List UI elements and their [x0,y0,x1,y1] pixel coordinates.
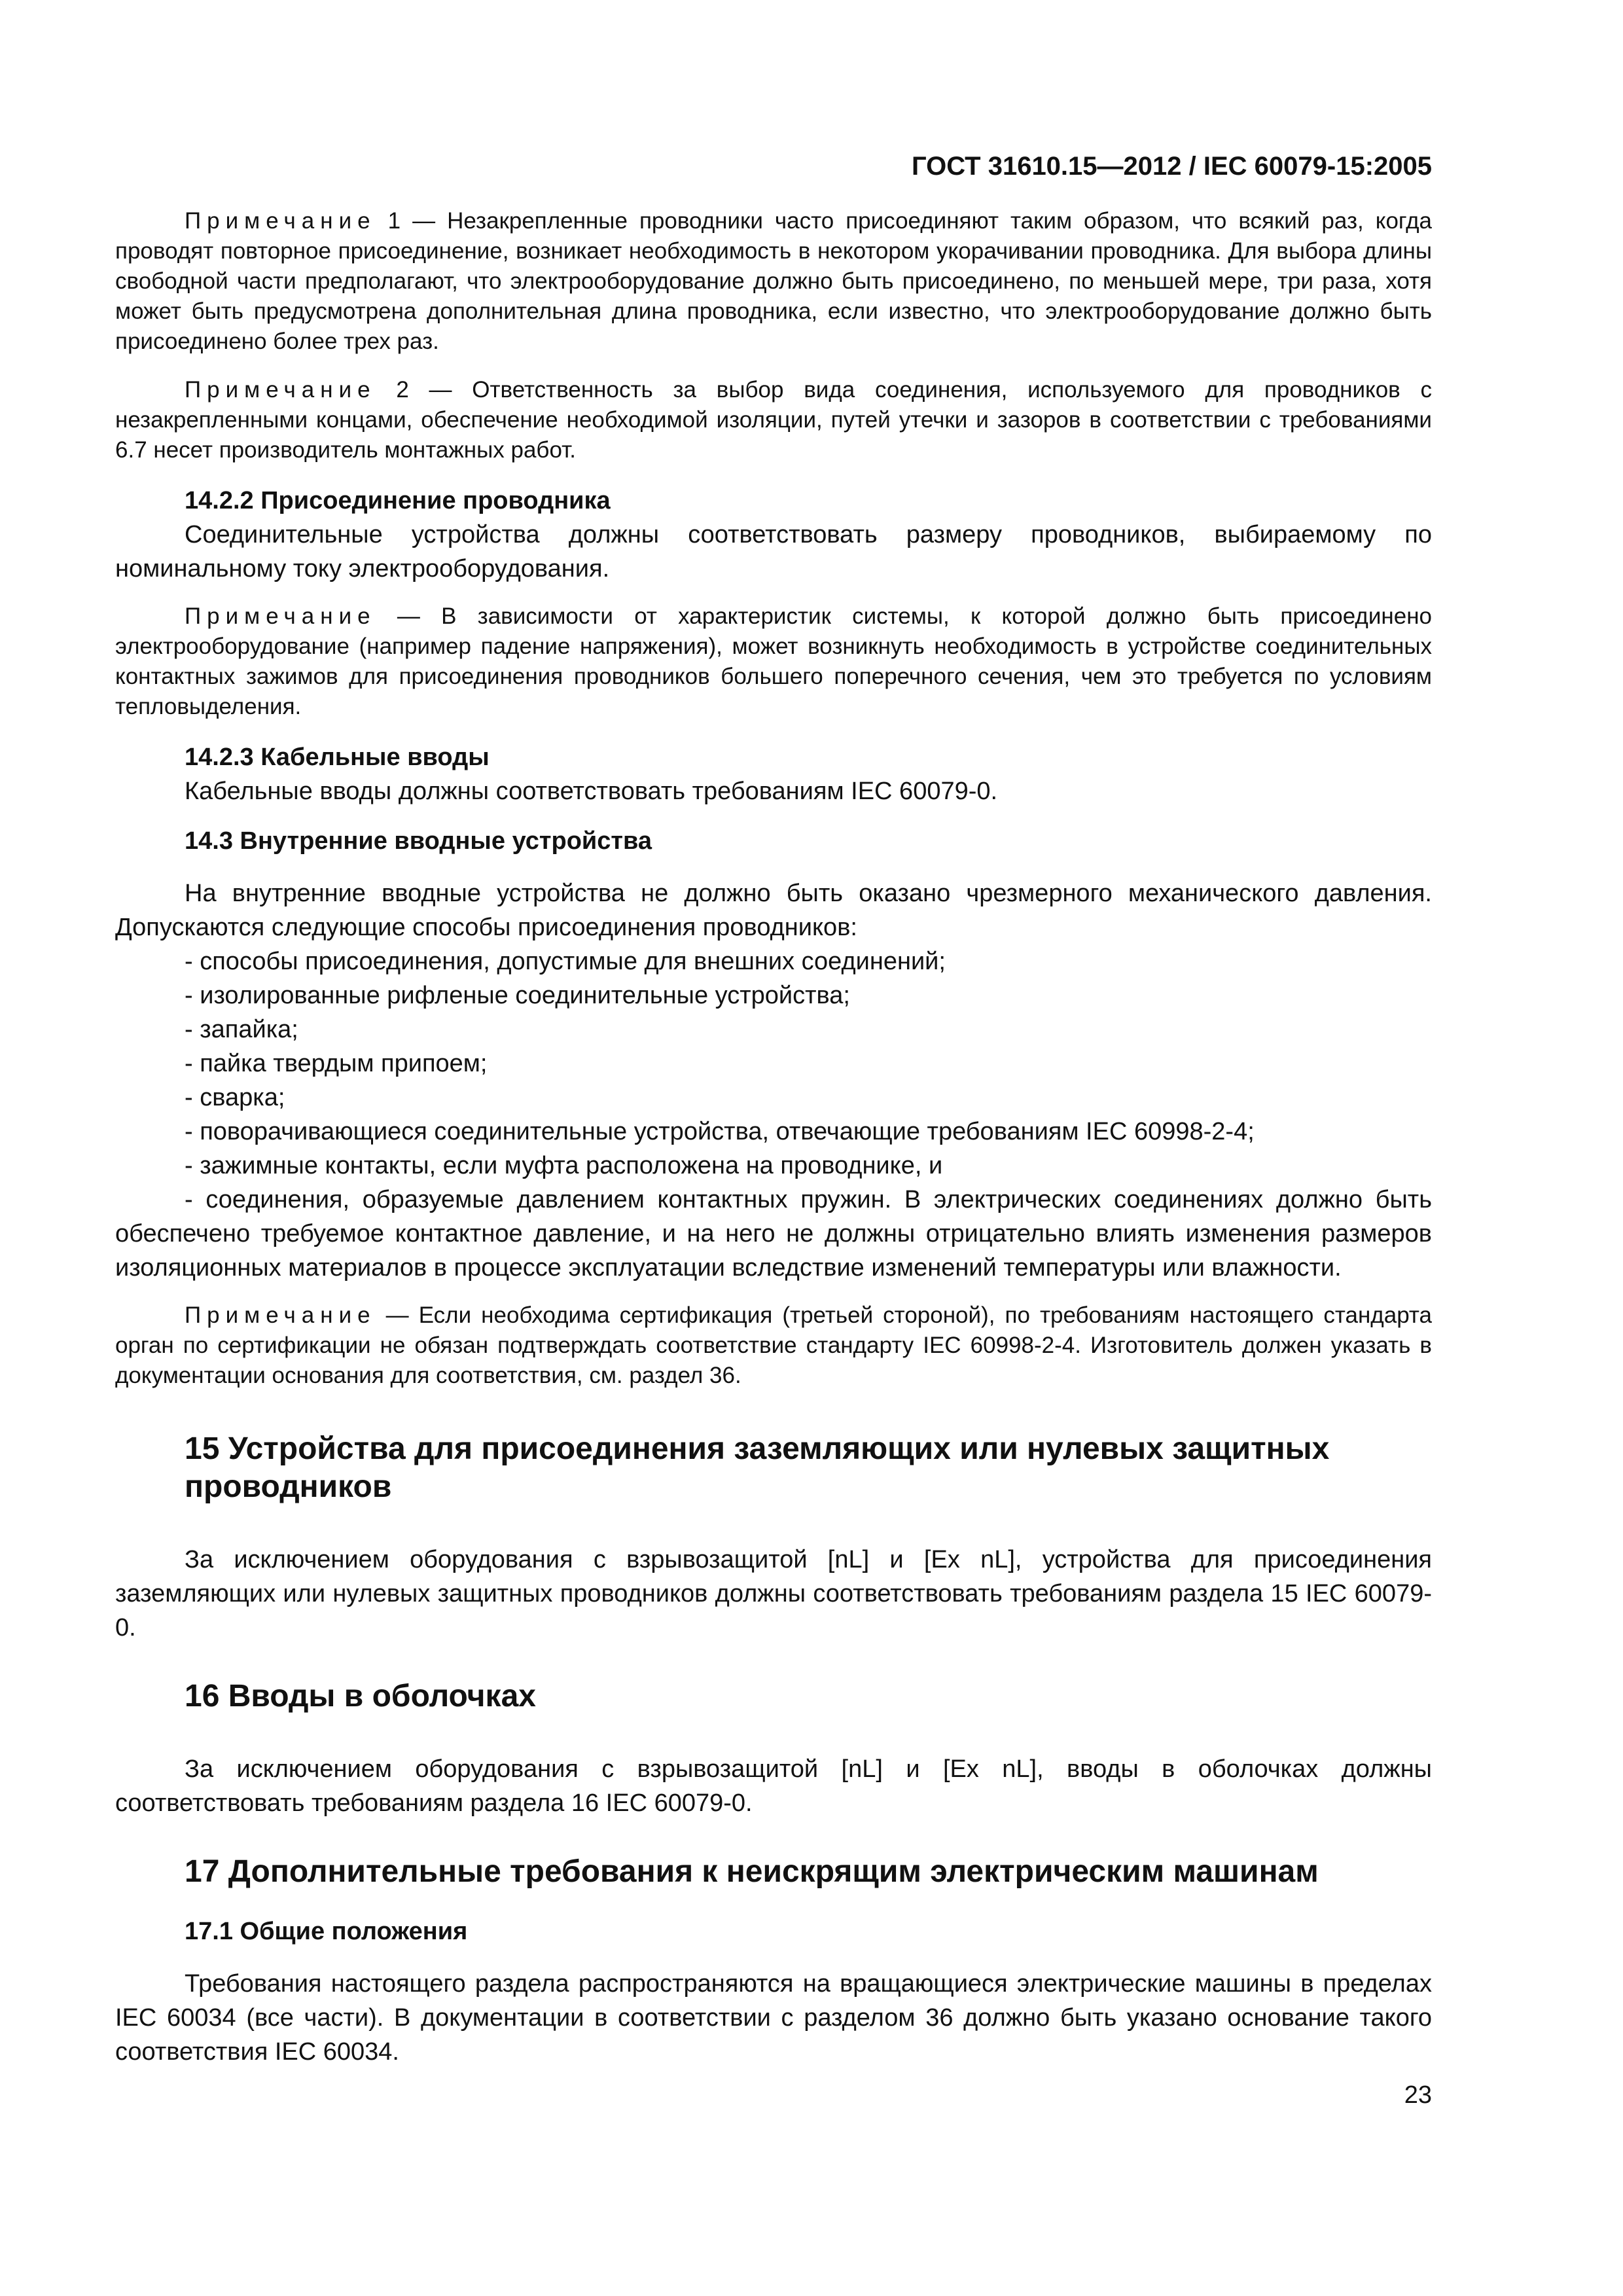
note-text: — В зависимости от характеристик системы, к которой должно быть присоединено электрооборудование (например падение напряжения), может возникнуть необходимость в устройстве соединительных контактных зажимов для присоединения проводников большего поперечного сечения, чем это требуется по условиям тепловыделения. [115,603,1432,719]
paragraph-17-1: Требования настоящего раздела распространяются на вращающиеся электрические машины в пределах IEC 60034 (все части). В документации в соответствии с разделом 36 должно быть указано основание такого соответствия IEC 60034. [115,1970,1432,2066]
document-header: ГОСТ 31610.15—2012 / IEC 60079-15:2005 [912,152,1432,181]
note-label: Примечание [185,377,376,403]
note-2 [115,375,1432,465]
page-body [115,141,1432,2085]
heading-14-3: 14.3 Внутренние вводные устройства [185,827,652,855]
heading-14-2-3: 14.2.3 Кабельные вводы [185,744,490,771]
list-item: - изолированные рифленые соединительные устройства; [185,982,850,1009]
section-17-heading: 17 Дополнительные требования к неискрящим электрическим машинам [185,1854,1319,1889]
note-text: — Если необходима сертификация (третьей стороной), по требованиям настоящего стандарта орган по сертификации не обязан подтверждать соответствие стандарту IEC 60998-2-4. Изготовитель должен указать в документации основания для соответствия, см. раздел 36. [115,1302,1432,1388]
list-item: - сварка; [185,1084,285,1111]
list-item: - зажимные контакты, если муфта расположена на проводнике, и [185,1152,943,1179]
section-16-heading: 16 Вводы в оболочках [185,1679,536,1713]
list-item: - способы присоединения, допустимые для внешних соединений; [185,948,946,975]
list-item: - запайка; [185,1016,298,1043]
heading-14-2-2: 14.2.2 Присоединение проводника [185,487,611,514]
note-text: 2 — Ответственность за выбор вида соединения, используемого для проводников с незакрепленными концами, обеспечение необходимой изоляции, путей утечки и зазоров в соответствии с требованиями 6.7 несет производитель монтажных работ. [115,377,1432,463]
heading-17-1: 17.1 Общие положения [185,1918,468,1945]
note-1 [115,206,1432,357]
note-4 [115,1300,1432,1391]
section-15-paragraph: За исключением оборудования с взрывозащитой [nL] и [Ex nL], устройства для присоединения заземляющих или нулевых защитных проводников должны соответствовать требованиям раздела 15 IEC 60079-0. [115,1546,1432,1641]
list-item: - поворачивающиеся соединительные устройства, отвечающие требованиям IEC 60998-2-4; [185,1118,1255,1145]
section-15-heading: 15 Устройства для присоединения заземляющих или нулевых защитных проводников [185,1431,1330,1504]
note-3 [115,601,1432,722]
note-text: 1 — Незакрепленные проводники часто присоединяют таким образом, что всякий раз, когда проводят повторное присоединение, возникает необходимость в некотором укорачивании проводника. Для выбора длины свободной части предполагают, что электрооборудование должно быть присоединено, по меньшей мере, три раза, хотя может быть предусмотрена дополнительная длина проводника, если известно, что электрооборудование должно быть присоединено более трех раз. [115,208,1432,354]
list-item: - пайка твердым припоем; [185,1050,488,1077]
paragraph-14-2-3: Кабельные вводы должны соответствовать требованиям IEC 60079-0. [185,778,998,805]
section-16-paragraph: За исключением оборудования с взрывозащитой [nL] и [Ex nL], вводы в оболочках должны соответствовать требованиям раздела 16 IEC 60079-0. [115,1755,1432,1817]
note-label: Примечание [185,208,376,234]
page-number: 23 [1404,2081,1432,2109]
list-item: - соединения, образуемые давлением контактных пружин. В электрических соединениях должно быть обеспечено требуемое контактное давление, и на него не должны отрицательно влиять изменения размеров изоляционных материалов в процессе эксплуатации вследствие изменений температуры или влажности. [115,1186,1432,1282]
connection-methods-list [115,944,1432,1285]
note-label: Примечание [185,1302,376,1328]
note-label: Примечание [185,603,376,629]
paragraph-14-2-2: Соединительные устройства должны соответствовать размеру проводников, выбираемому по номинальному току электрооборудования. [115,521,1432,583]
paragraph-14-3-intro: На внутренние вводные устройства не должно быть оказано чрезмерного механического давления. Допускаются следующие способы присоединения проводников: [115,880,1432,941]
